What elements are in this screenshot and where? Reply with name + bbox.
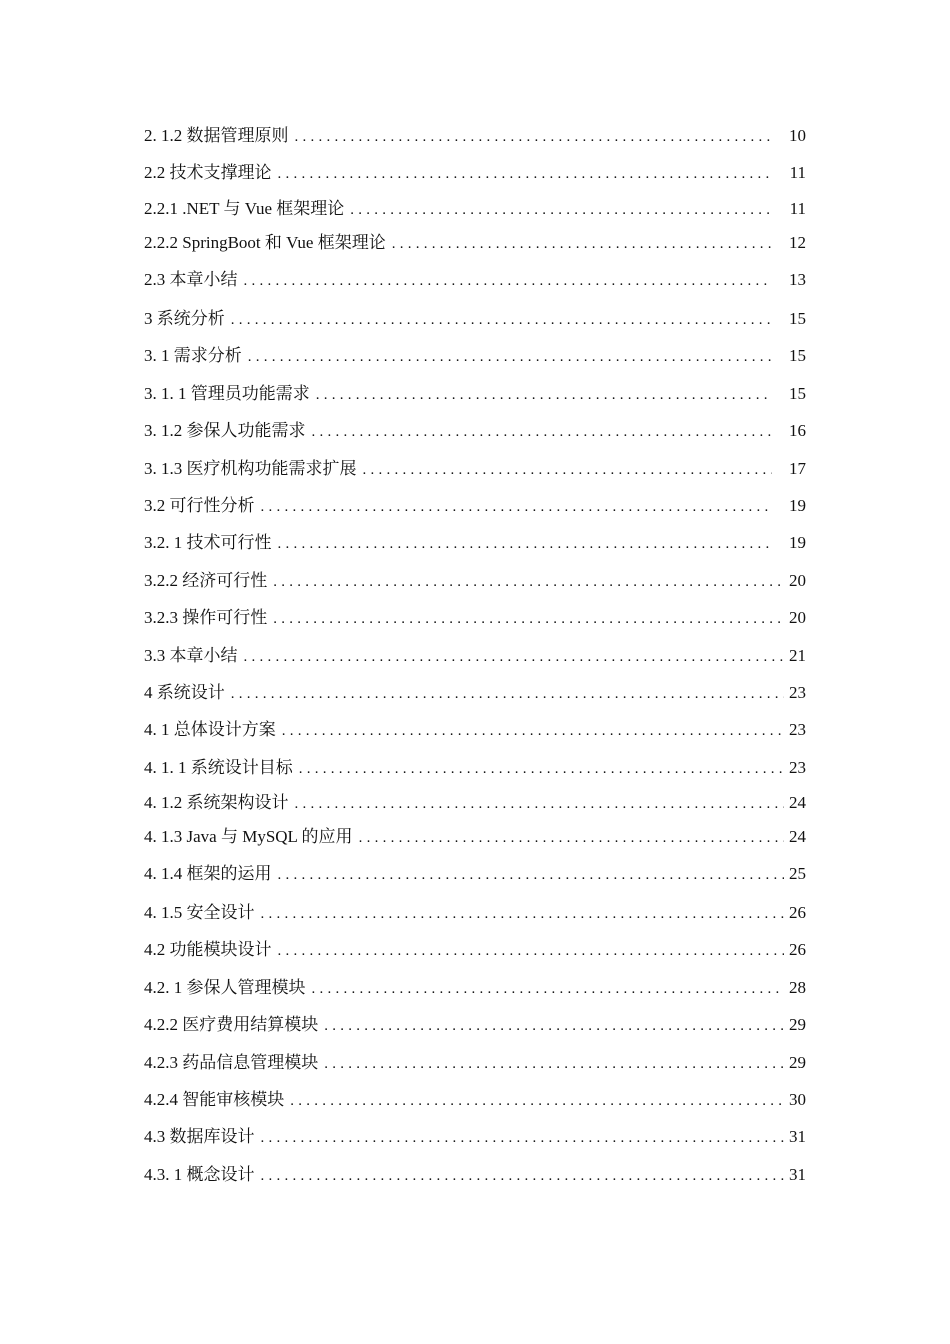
toc-entry-label: 4.2.3 药品信息管理模块 (144, 1052, 319, 1072)
toc-entry-label: 2.2.1 .NET 与 Vue 框架理论 (144, 199, 345, 218)
toc-entry (144, 1044, 806, 1081)
toc-entry (144, 300, 806, 337)
toc-entry-page: 29 (789, 1015, 806, 1035)
toc-leader-dots (273, 601, 784, 638)
toc-entry-page: 24 (789, 827, 806, 847)
toc-entry-label: 4.2.2 医疗费用结算模块 (144, 1015, 319, 1035)
toc-entry-label: 3.2. 1 技术可行性 (144, 533, 272, 553)
toc-leader-dots (295, 787, 785, 821)
toc-entry-label: 3.2.3 操作可行性 (144, 608, 268, 628)
toc-entry (144, 1118, 806, 1155)
toc-leader-dots (248, 339, 772, 376)
toc-leader-dots (324, 1046, 784, 1083)
toc-entry-label: 4. 1.2 系统架构设计 (144, 793, 289, 813)
toc-entry-page: 11 (789, 199, 806, 218)
toc-entry (144, 637, 806, 674)
toc-entry (144, 260, 806, 300)
toc-leader-dots (278, 155, 773, 193)
toc-leader-dots (261, 1120, 785, 1157)
toc-leader-dots (312, 971, 785, 1008)
toc-entry (144, 599, 806, 636)
toc-entry-label: 4. 1. 1 系统设计目标 (144, 757, 293, 777)
toc-entry-page: 11 (789, 163, 806, 182)
toc-entry-label: 3.3 本章小结 (144, 645, 238, 665)
toc-entry (144, 711, 806, 748)
toc-entry (144, 969, 806, 1006)
toc-leader-dots (273, 564, 784, 601)
toc-entry (144, 786, 806, 820)
toc-entry-page: 19 (789, 495, 806, 515)
toc-entry-label: 4. 1.3 Java 与 MySQL 的应用 (144, 827, 353, 847)
toc-entry (144, 562, 806, 599)
toc-entry (144, 118, 806, 154)
toc-entry-label: 3. 1.3 医疗机构功能需求扩展 (144, 458, 357, 478)
toc-leader-dots (278, 933, 785, 970)
toc-leader-dots (295, 119, 773, 155)
toc-entry-page: 19 (789, 533, 806, 553)
toc-entry-label: 4.2.4 智能审核模块 (144, 1090, 285, 1110)
toc-leader-dots (312, 414, 773, 451)
table-of-contents (144, 118, 806, 1193)
toc-entry-page: 25 (789, 864, 806, 884)
toc-leader-dots (278, 526, 773, 563)
toc-entry-label: 4. 1 总体设计方案 (144, 720, 276, 740)
toc-entry (144, 375, 806, 412)
toc-entry-label: 3. 1 需求分析 (144, 346, 242, 366)
toc-leader-dots (316, 377, 772, 414)
toc-leader-dots (231, 302, 772, 339)
toc-entry (144, 192, 806, 226)
toc-entry-page: 20 (789, 608, 806, 628)
toc-entry (144, 820, 806, 854)
toc-leader-dots (350, 193, 772, 227)
toc-entry (144, 524, 806, 561)
toc-entry (144, 749, 806, 786)
toc-leader-dots (278, 855, 785, 895)
toc-entry-label: 3.2 可行性分析 (144, 495, 255, 515)
toc-entry-page: 23 (789, 720, 806, 740)
toc-entry (144, 674, 806, 711)
toc-entry-page: 30 (789, 1090, 806, 1110)
toc-leader-dots (282, 713, 784, 750)
toc-entry-label: 3.2.2 经济可行性 (144, 570, 268, 590)
toc-entry-page: 31 (789, 1164, 806, 1184)
toc-entry-page: 28 (789, 977, 806, 997)
toc-entry-label: 2.2.2 SpringBoot 和 Vue 框架理论 (144, 233, 386, 252)
toc-leader-dots (359, 821, 784, 855)
toc-leader-dots (299, 751, 784, 788)
toc-entry-page: 23 (789, 757, 806, 777)
toc-entry (144, 854, 806, 894)
toc-entry (144, 1006, 806, 1043)
toc-entry-label: 4.2. 1 参保人管理模块 (144, 977, 306, 997)
toc-entry-page: 29 (789, 1052, 806, 1072)
toc-entry-page: 23 (789, 682, 806, 702)
toc-entry-page: 15 (789, 309, 806, 328)
toc-entry-page: 10 (789, 126, 806, 145)
toc-entry (144, 931, 806, 968)
toc-entry-page: 15 (789, 383, 806, 403)
toc-leader-dots (244, 639, 785, 676)
toc-entry-label: 2.3 本章小结 (144, 270, 238, 289)
toc-leader-dots (392, 227, 772, 261)
toc-entry (144, 337, 806, 374)
toc-entry-label: 4 系统设计 (144, 682, 225, 702)
toc-entry (144, 487, 806, 524)
toc-entry-page: 12 (789, 233, 806, 252)
toc-entry-page: 13 (789, 270, 806, 289)
toc-entry-label: 2.2 技术支撑理论 (144, 163, 272, 182)
toc-leader-dots (324, 1008, 784, 1045)
toc-entry-label: 4. 1.4 框架的运用 (144, 864, 272, 884)
toc-entry-page: 15 (789, 346, 806, 366)
toc-entry-page: 31 (789, 1127, 806, 1147)
toc-entry-label: 3 系统分析 (144, 309, 225, 328)
toc-entry-page: 26 (789, 940, 806, 960)
toc-leader-dots (261, 1158, 785, 1195)
toc-entry-label: 4.3 数据库设计 (144, 1127, 255, 1147)
toc-leader-dots (261, 896, 785, 933)
toc-leader-dots (363, 452, 773, 489)
toc-entry-label: 3. 1. 1 管理员功能需求 (144, 383, 310, 403)
toc-entry (144, 154, 806, 192)
toc-entry-page: 16 (789, 421, 806, 441)
toc-entry-label: 4.3. 1 概念设计 (144, 1164, 255, 1184)
toc-entry (144, 226, 806, 260)
toc-entry-label: 3. 1.2 参保人功能需求 (144, 421, 306, 441)
toc-entry (144, 894, 806, 931)
toc-entry-label: 4.2 功能模块设计 (144, 940, 272, 960)
toc-entry-page: 24 (789, 793, 806, 813)
toc-leader-dots (244, 261, 773, 301)
toc-leader-dots (290, 1083, 784, 1120)
toc-entry-label: 4. 1.5 安全设计 (144, 903, 255, 923)
toc-entry (144, 1156, 806, 1193)
toc-entry (144, 412, 806, 449)
toc-entry-page: 17 (789, 458, 806, 478)
toc-entry-page: 20 (789, 570, 806, 590)
toc-entry (144, 1081, 806, 1118)
toc-entry-page: 21 (789, 645, 806, 665)
toc-entry-label: 2. 1.2 数据管理原则 (144, 126, 289, 145)
toc-entry-page: 26 (789, 903, 806, 923)
toc-entry (144, 450, 806, 487)
toc-leader-dots (261, 489, 773, 526)
toc-leader-dots (231, 676, 784, 713)
